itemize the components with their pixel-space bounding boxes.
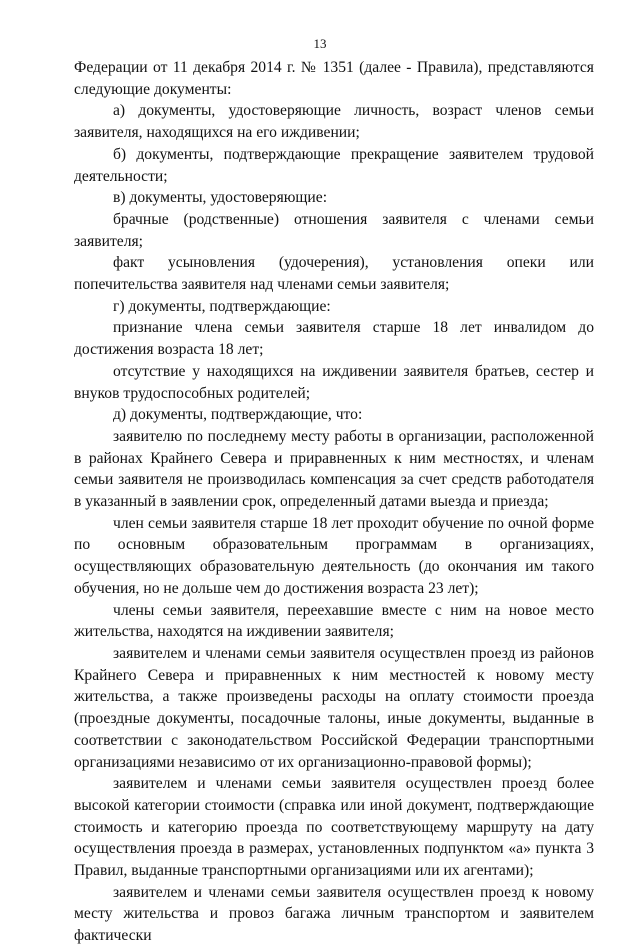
- paragraph-intro: Федерации от 11 декабря 2014 г. № 1351 (далее - Правила), представляются следующие документы:: [74, 59, 594, 98]
- paragraph-disability: признание члена семьи заявителя старше 18 лет инвалидом до достижения возраста 18 лет;: [74, 319, 594, 359]
- document-body: [74, 57, 594, 947]
- paragraph-item-d: д) документы, подтверждающие, что:: [113, 406, 363, 424]
- paragraph-personal-transport: заявителем и членами семьи заявителя осуществлен проезд к новому месту жительства и провоз багажа личным транспортом и заявителем фактически: [74, 883, 594, 945]
- paragraph-higher-category: заявителем и членами семьи заявителя осуществлен проезд более высокой категории стоимости (справка или иной документ, подтверждающие стоимость и категорию проезда по соответствующему маршруту на дату осуществления проезда в размерах, установленных подпунктом «а» пункта 3 Правил, выданные транспортными организациями или их агентами);: [74, 775, 594, 880]
- paragraph-item-a: а) документы, удостоверяющие личность, возраст членов семьи заявителя, находящихся на его иждивении;: [74, 102, 594, 142]
- paragraph-travel: заявителем и членами семьи заявителя осуществлен проезд из районов Крайнего Севера и приравненных к ним местностей к новому месту жительства, а также произведены расходы на оплату стоимости проезда (проездные документы, посадочные талоны, иные документы, выданные в соответствии с законодательством Российской Федерации транспортными организациями независимо от их организационно-правовой формы);: [74, 644, 594, 771]
- paragraph-adoption: факт усыновления (удочерения), установления опеки или попечительства заявителя над членами семьи заявителя;: [74, 254, 594, 294]
- paragraph-compensation: заявителю по последнему месту работы в организации, расположенной в районах Крайнего Севера и приравненных к ним местностях, и членам семьи заявителя не производилась компенсация за счет средств работодателя в указанный в заявлении срок, определенный датами выезда и приезда;: [74, 427, 594, 511]
- paragraph-item-b: б) документы, подтверждающие прекращение заявителем трудовой деятельности;: [74, 145, 594, 185]
- paragraph-item-v: в) документы, удостоверяющие:: [113, 189, 328, 207]
- page-number: 13: [313, 36, 327, 51]
- paragraph-marriage: брачные (родственные) отношения заявителя с членами семьи заявителя;: [74, 210, 594, 250]
- paragraph-item-g: г) документы, подтверждающие:: [113, 297, 331, 315]
- paragraph-dependents: члены семьи заявителя, переехавшие вместе с ним на новое место жительства, находятся на иждивении заявителя;: [74, 601, 594, 641]
- paragraph-relatives: отсутствие у находящихся на иждивении заявителя братьев, сестер и внуков трудоспособных родителей;: [74, 362, 594, 402]
- paragraph-education: член семьи заявителя старше 18 лет проходит обучение по очной форме по основным образовательным программам в организациях, осуществляющих образовательную деятельность (до окончания им такого обучения, но не дольше чем до достижения возраста 23 лет);: [74, 514, 594, 597]
